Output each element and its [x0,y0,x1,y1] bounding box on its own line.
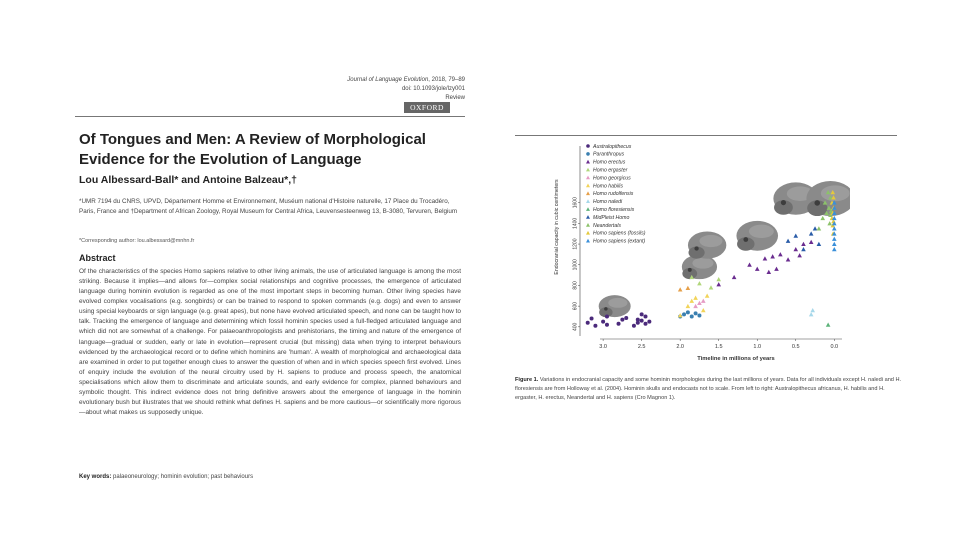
journal-meta: , 2018, 79–89 [428,77,465,83]
publisher-logo: OXFORD [404,102,450,113]
legend-entry: Homo georgicus [593,175,631,182]
legend-marker [586,160,590,164]
data-point [590,317,594,321]
keywords [79,474,253,480]
skull-orbit [604,307,608,311]
x-tick-label: 1.0 [753,344,762,350]
data-point [624,316,628,320]
keywords-label: Key words: [79,474,112,480]
data-point [786,239,791,243]
legend-entry: Homo naledi [593,199,623,206]
legend-marker [586,215,590,219]
legend-marker [586,239,590,243]
data-point [832,247,837,251]
data-point [832,242,837,246]
legend-marker [586,168,590,172]
legend-entry: Homo erectus [593,159,626,166]
data-point [694,311,698,315]
skull-highlight [608,298,627,308]
data-point [810,308,815,312]
data-point [640,312,644,316]
data-point [770,254,775,258]
data-point [747,262,752,266]
legend-entry: Australopithecus [593,143,632,150]
data-point [701,299,706,303]
data-point [716,282,721,286]
data-point [686,310,690,314]
legend-entry: Homo sapiens (extant) [593,238,646,245]
x-axis-label: Timeline in millions of years [697,356,775,362]
data-point [766,270,771,274]
skull-illustration [688,232,726,259]
data-point [686,304,691,308]
skull-illustration [806,181,850,216]
legend-entry: Homo ergaster [593,167,628,174]
legend-marker [586,223,590,227]
x-tick-label: 0.0 [830,344,839,350]
skull-orbit [781,200,786,205]
legend-marker [586,152,590,156]
data-point [826,322,831,326]
legend-entry: Homo floresiensis [593,207,635,213]
header-divider [75,116,465,117]
journal-name: Journal of Language Evolution [347,77,429,83]
abstract-body: Of the characteristics of the species Homo sapiens relative to other living animals, the use of articulated language is among the most striking. Because it implies—and allows for—complex social relationships and cognitive processes, the emergence of articulated language during hominin evolution is regarded as one of the most important steps in becoming human. Other living species have evolved complex vocalisations (e.g. songbirds) or can be trained to respond to spoken commands (e.g. dogs) and even to answer using special keyboards or sign language (e.g. great apes), but none have evolved articulated speech, and none can be taught how to talk. Tracking the emergence of language and determining which fossil hominin species used a full-fledged articulated language and which did not are somewhat of a challenge. For palaeoanthropologists and prehistorians, the timing and nature of the emergence of language—gradual or sudden, early or late in evolution—represent crucial (but missing) data when trying to interpret behaviours evidenced by the archaeological record or to define which hominins are 'human'. A wealth of morphological and archaeological data are examined in order to put together enough clues to answer the question of when and in which species speech first evolved. Lines of enquiry include the evolution of the neural circuitry used by H. sapiens to produce and process speech, the anatomical specialisations which allow them to discriminate and articulate sounds, and early evidence for complex, planned behaviours and symbolic thought. This indirect evidence does not bring definitive answers about the emergence of language in the hominin evolutionary bush but illustrates that we should rethink what defines H. sapiens and be more cautious—or scientifically more rigorous—about what makes us supposedly unique. [79,268,461,417]
x-tick-label: 0.5 [791,344,800,350]
endocranial-scatter-chart [550,140,850,365]
data-point [705,293,710,297]
x-tick-label: 3.0 [599,344,607,350]
legend-marker [586,207,590,211]
legend-marker [586,199,590,203]
data-point [716,277,721,281]
legend-entry: Homo sapiens (fossils) [593,230,646,237]
data-point [801,242,806,246]
data-point [763,256,768,260]
data-point [620,318,624,322]
y-tick-label: 1200 [572,238,579,250]
data-point [820,216,825,220]
y-tick-label: 1000 [572,259,579,271]
data-point [709,285,714,289]
data-point [678,313,683,317]
data-point [647,320,651,324]
skull-orbit [688,268,692,272]
data-point [701,308,706,312]
data-point [813,226,818,230]
y-tick-label: 1400 [572,217,579,229]
data-point [689,299,694,303]
y-tick-label: 800 [572,281,579,290]
data-point [817,226,822,230]
data-point [778,252,783,256]
legend-marker [586,176,590,180]
keywords-text: palaeoneurology; hominin evolution; past behaviours [111,474,254,480]
skull-orbit [694,246,698,250]
data-point [605,314,609,318]
y-tick-label: 600 [572,301,579,311]
paper-page [75,70,465,490]
data-point [809,312,814,316]
legend-entry: Paranthropus [593,151,625,158]
data-point [801,247,806,251]
data-point [755,267,760,271]
data-point [605,323,609,327]
corresponding-author: *Corresponding author: lou.albessard@mnhn.fr [79,238,195,244]
affiliation: *UMR 7194 du CNRS, UPVD, Département Homme et Environnement, Muséum national d'Histoire naturelle, 17 Place du Trocadéro, Paris, France and †Department of African Zoology, Royal Museum for Central Africa, Leuvensesteenweg 13, B-3080, Tervuren, Belgium [79,198,458,215]
data-point [693,304,698,308]
caption-text: Variations in endocranial capacity and some hominin morphologies during the last millions of years. Data for all individuals except H. naledi and H. floresiensis are from Holloway et al. (2004). Hominin skulls and endocasts not to scale. From left to right: Australopithecus africanus, H. habilis and H. ergaster, H. erectus, Neandertal and H. sapiens (Cro Magnon 1). [515,377,902,401]
y-tick-label: 1600 [572,197,579,209]
skull-orbit [743,237,748,242]
data-point [678,287,683,291]
x-tick-label: 2.5 [637,344,646,350]
data-point [632,324,636,328]
paper-title: Of Tongues and Men: A Review of Morphological Evidence for the Evolution of Language [79,131,426,168]
legend-entry: Homo rudolfensis [593,191,634,198]
legend-entry: MidPleist Homo [593,214,630,221]
skull-illustration [736,221,778,251]
data-point [601,320,605,324]
figure-caption [515,376,907,402]
legend-marker [586,184,590,188]
y-axis-label: Endocranial capacity in cubic centimeters [554,179,560,275]
doi: doi: 10.1093/jole/lzy001 [401,86,465,92]
x-tick-label: 1.5 [714,344,723,350]
data-point [697,281,702,285]
legend-marker [586,231,590,235]
data-point [809,240,814,244]
skull-highlight [699,235,722,247]
figure-divider [515,135,897,136]
data-point [593,324,597,328]
data-point [617,322,621,326]
figure-label: Figure 1. [515,377,539,383]
legend-entry: Neandertals [593,222,621,229]
skull-illustration [599,295,631,317]
data-point [682,312,686,316]
chart-legend [586,144,646,245]
data-point [693,296,698,300]
skull-orbit [814,200,820,206]
data-point [832,237,837,241]
x-tick-label: 2.0 [676,344,685,350]
authors: Lou Albessard-Ball* and Antoine Balzeau*,† [79,174,298,186]
data-point [793,233,798,237]
data-point [586,321,590,325]
data-point [797,253,802,257]
legend-marker [586,144,590,148]
data-point [686,286,691,290]
data-point [809,231,814,235]
data-point [690,314,694,318]
skull-illustrations [599,181,850,317]
data-point [640,319,644,323]
y-tick-label: 400 [572,322,579,331]
skull-highlight [749,225,774,238]
legend-entry: Homo habilis [593,183,623,190]
data-point [774,267,779,271]
data-point [644,322,648,326]
data-point [793,247,798,251]
legend-marker [586,191,590,195]
data-point [817,242,822,246]
data-point [697,313,701,317]
journal-header [275,76,465,103]
data-point [644,314,648,318]
article-type: Review [445,95,465,101]
abstract-heading: Abstract [79,253,116,263]
data-point [636,321,640,325]
skull-highlight [692,258,713,269]
data-point [786,257,791,261]
data-point [732,275,737,279]
